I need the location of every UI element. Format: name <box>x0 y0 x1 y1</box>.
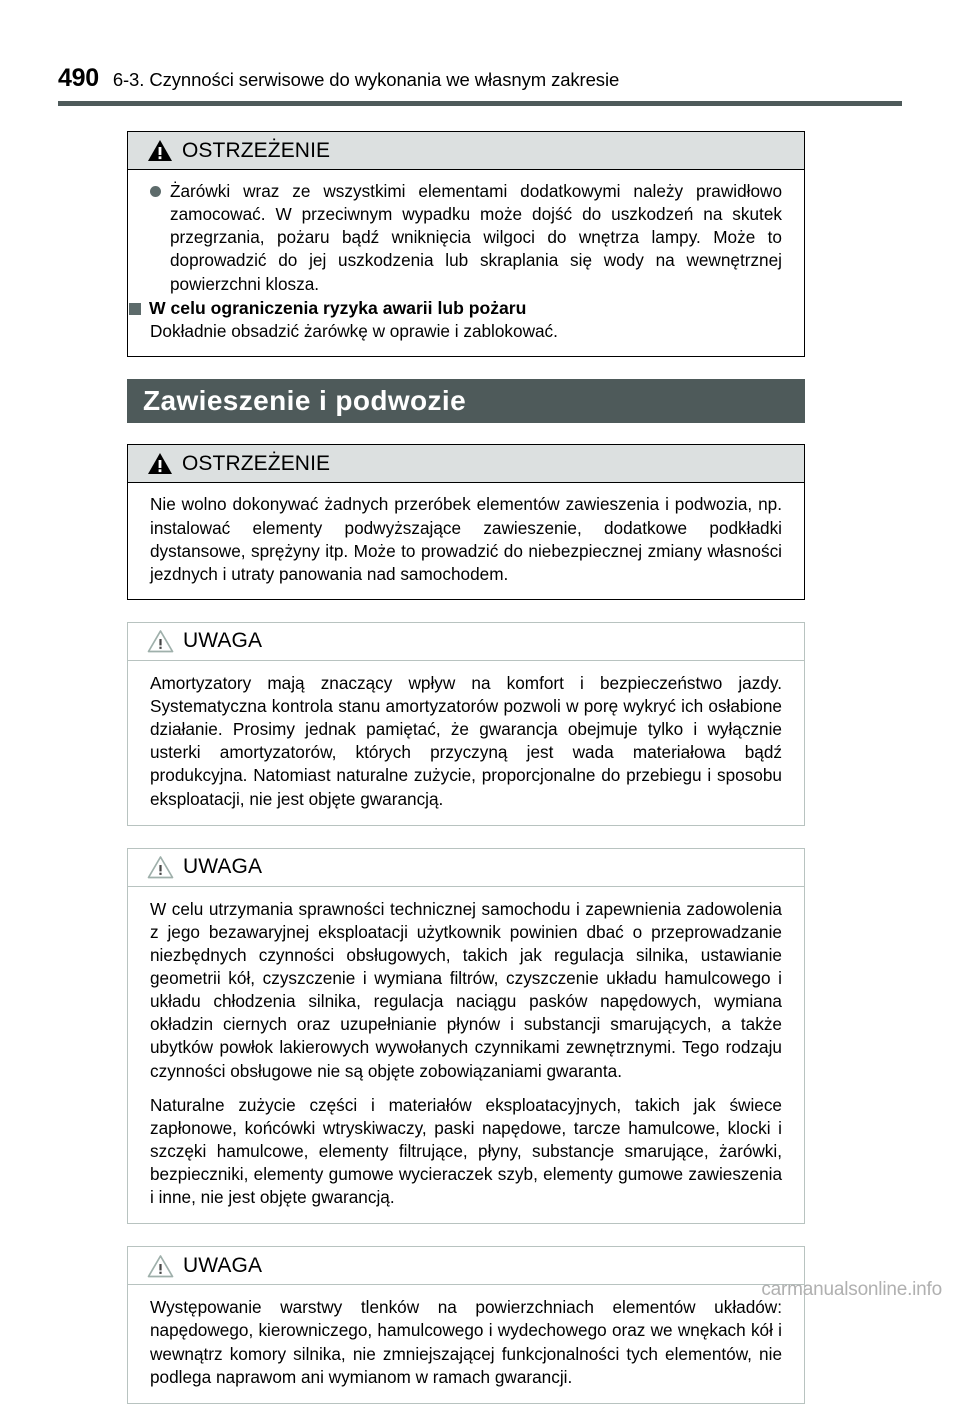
note-box-body <box>128 661 804 825</box>
note-box-oxide-layer <box>127 1246 805 1404</box>
warning-bullet-text: Żarówki wraz ze wszystkimi elementami dodatkowymi należy prawidłowo zamocować. W przeciwnym wypadku może dojść do uszkodzeń na skutek przegrzania, pożaru bądź wniknięcia wilgoci do wnętrza lampy. Może to doprowadzić do jej uszkodzenia lub skraplania się wody na wewnętrznej powierzchni klosza. <box>170 181 782 294</box>
page-header <box>0 0 960 106</box>
warning-triangle-solid-icon <box>147 139 173 162</box>
warning-box-header <box>128 445 804 483</box>
warning-box-suspension <box>127 444 805 600</box>
caution-triangle-outline-icon <box>147 629 174 653</box>
note-box-shock-absorbers <box>127 622 805 826</box>
page-number: 490 <box>58 64 99 92</box>
note-heading: UWAGA <box>183 629 263 653</box>
warning-triangle-solid-icon <box>147 452 173 475</box>
note-box-body <box>128 1285 804 1403</box>
section-banner-title: Zawieszenie i podwozie <box>143 385 467 417</box>
warning-heading: OSTRZEŻENIE <box>182 451 331 475</box>
note-box-maintenance <box>127 848 805 1225</box>
round-bullet-icon <box>150 186 161 197</box>
square-bullet-icon <box>129 303 141 315</box>
footer-watermark: carmanualsonline.info <box>761 1279 942 1300</box>
caution-triangle-outline-icon <box>147 1254 174 1278</box>
warning-subheading: W celu ograniczenia ryzyka awarii lub pożaru <box>149 297 527 318</box>
note-heading: UWAGA <box>183 1253 263 1277</box>
warning-text: Nie wolno dokonywać żadnych przeróbek elementów zawieszenia i podwozia, np. instalować elementy podwyższające zawieszenie, dodatkowe podkładki dystansowe, sprężyny itp. Może to prowadzić do niebezpiecznej zmiany własności jezdnych i utraty panowania nad samochodem. <box>150 494 782 584</box>
note-text: Występowanie warstwy tlenków na powierzchniach elementów układów: napędowego, kierowniczego, hamulcowego i wydechowego oraz we wnękach kół i wewnątrz komory silnika, nie zmniejszającej funkcjonalności tych elementów, nie podlega naprawom ani wymianom w ramach gwarancji. <box>150 1297 782 1387</box>
warning-box-body <box>128 170 804 356</box>
note-box-header <box>128 849 804 887</box>
note-paragraph-2: Naturalne zużycie części i materiałów eksploatacyjnych, takich jak świece zapłonowe, końcówki wtryskiwaczy, paski napędowe, tarcze hamulcowe, klocki i szczęki hamulcowe, elementy filtrujące, płyny, substancje smarujące, żarówki, bezpieczniki, elementy gumowe wycieraczek szyb, elementy gumowe zawieszenia i inne, nie jest objęte gwarancją. <box>150 1094 782 1208</box>
header-row <box>58 64 902 93</box>
warning-box-body <box>128 483 804 599</box>
caution-triangle-outline-icon <box>147 855 174 879</box>
page-title: 6-3. Czynności serwisowe do wykonania we własnym zakresie <box>112 69 620 90</box>
warning-box-header <box>128 132 804 170</box>
warning-subheading-item <box>129 297 782 321</box>
warning-bullet-item <box>150 180 782 296</box>
note-text: Amortyzatory mają znaczący wpływ na komfort i bezpieczeństwo jazdy. Systematyczna kontrola stanu amortyzatorów pozwoli w porę wykryć ich osłabione działanie. Prosimy jednak pamiętać, że gwarancja obejmuje tylko i wyłącznie usterki amortyzatorów, których przyczyną jest wada materiałowa bądź produkcyjna. Natomiast naturalne zużycie, proporcjonalne do przebiegu i sposobu eksploatacji, nie jest objęte gwarancją. <box>150 672 782 809</box>
note-box-header <box>128 623 804 661</box>
page-content <box>127 131 805 1426</box>
header-divider <box>58 101 902 106</box>
section-banner-suspension <box>127 379 805 423</box>
warning-subtext: Dokładnie obsadzić żarówkę w oprawie i zablokować. <box>150 321 558 342</box>
note-paragraph-1: W celu utrzymania sprawności technicznej samochodu i zapewnienia zadowolenia z jego bezawaryjnej eksploatacji użytkownik powinien dbać o przeprowadzanie niezbędnych czynności obsługowych, takich jak regulacja silnika, ustawianie geometrii kół, czyszczenie i wymiana filtrów, czyszczenie układu hamulcowego i układu chłodzenia silnika, regulacja naciągu pasków napędowych, wymiana okładzin ciernych oraz uzupełnianie płynów i substancji smarujących, a także ubytków powłok lakierowych wywołanych czynnikami zewnętrznymi. Tego rodzaju czynności obsługowe nie są objęte zobowiązaniami gwaranta. <box>150 898 782 1081</box>
note-box-header <box>128 1247 804 1285</box>
note-box-body <box>128 887 804 1224</box>
warning-box-bulbs <box>127 131 805 357</box>
warning-heading: OSTRZEŻENIE <box>182 138 331 162</box>
note-heading: UWAGA <box>183 855 263 879</box>
